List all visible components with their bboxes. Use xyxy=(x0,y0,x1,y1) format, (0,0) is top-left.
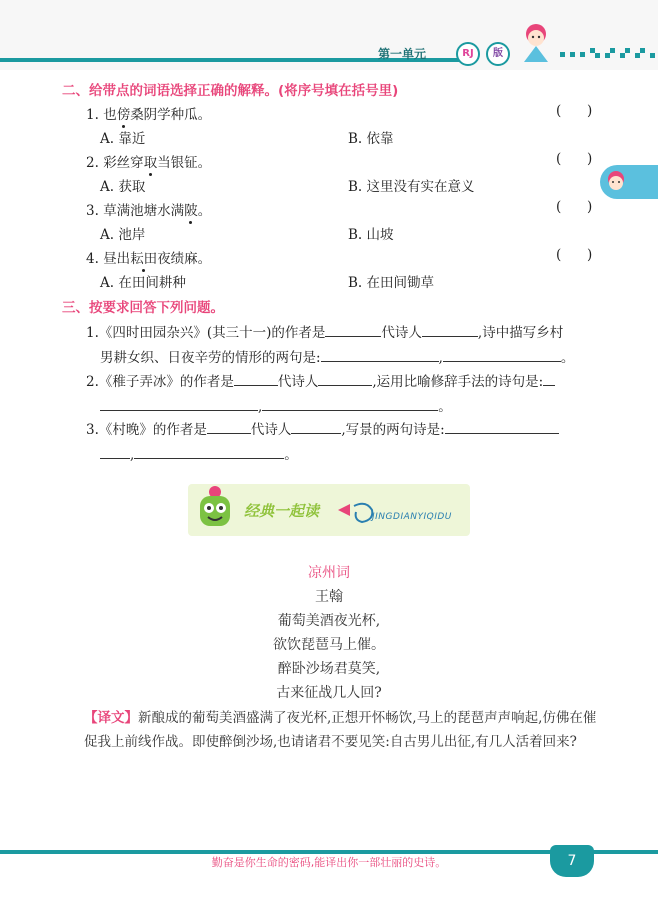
question-text: 。 xyxy=(197,203,212,219)
question-text: 昼出 xyxy=(103,251,131,267)
answer-blank[interactable] xyxy=(443,348,561,362)
poem-author: 王翰 xyxy=(315,589,343,605)
answer-blank[interactable] xyxy=(543,372,555,386)
dotted-word: 陂 xyxy=(184,203,198,219)
checker-pattern-icon xyxy=(560,48,655,62)
question-text: ,运用比喻修辞手法的诗句是: xyxy=(372,374,544,390)
question-text: ,写景的两句诗是: xyxy=(341,422,445,438)
question-3-2-line-1 xyxy=(86,370,555,390)
option-a: A. 池岸 xyxy=(100,227,146,243)
answer-blank[interactable] xyxy=(325,323,381,337)
answer-blank[interactable] xyxy=(321,348,439,362)
answer-blank[interactable] xyxy=(100,397,258,411)
dotted-word: 取 xyxy=(143,155,158,171)
question-4 xyxy=(86,247,211,267)
question-text: 桑阴学种瓜。 xyxy=(130,107,212,123)
translation-text: 新酿成的葡萄美酒盛满了夜光杯,正想开怀畅饮,马上的琵琶声声响起,仿佛在催促我上前线作战。即使醉倒沙场,也请诸君不要见笑:自古男儿出征,有几人活着回来? xyxy=(84,710,597,750)
question-text: 彩丝穿 xyxy=(103,155,144,171)
edition-badge: RJ xyxy=(456,42,480,66)
poem-line: 古来征战几人回? xyxy=(276,685,382,701)
section-three-heading: 三、按要求回答下列问题。 xyxy=(62,300,224,316)
answer-blank[interactable] xyxy=(134,445,284,459)
answer-blank[interactable] xyxy=(100,445,130,459)
translation xyxy=(84,706,604,754)
question-number: 4. xyxy=(86,251,99,267)
answer-parentheses[interactable]: ( ) xyxy=(556,103,593,119)
question-text: , xyxy=(258,399,263,415)
answer-parentheses[interactable]: ( ) xyxy=(556,151,593,167)
dotted-word: 傍 xyxy=(116,107,131,123)
poem-line: 葡萄美酒夜光杯, xyxy=(277,613,381,629)
question-text: 也 xyxy=(103,107,117,123)
question-text: 代诗人 xyxy=(381,325,422,341)
question-2 xyxy=(86,151,211,171)
question-text: 2.《稚子弄冰》的作者是 xyxy=(86,374,234,390)
answer-blank[interactable] xyxy=(445,420,559,434)
question-text: 代诗人 xyxy=(277,374,319,390)
question-3-1-line-2 xyxy=(100,346,574,366)
option-b: B. 依靠 xyxy=(348,131,394,147)
option-a: A. 获取 xyxy=(100,179,146,195)
question-3-2-line-2 xyxy=(100,395,452,415)
footer-motto: 勤奋是你生命的密码,能译出你一部壮丽的史诗。 xyxy=(211,856,447,869)
answer-blank[interactable] xyxy=(207,420,251,434)
page-number: 7 xyxy=(550,845,594,877)
question-text: , xyxy=(438,350,443,366)
answer-blank[interactable] xyxy=(234,372,278,386)
question-text: 草满池塘水满 xyxy=(103,203,185,219)
answer-parentheses[interactable]: ( ) xyxy=(556,199,593,215)
question-text: 3.《村晚》的作者是 xyxy=(86,422,207,438)
green-monster-icon xyxy=(192,482,238,532)
question-text: 男耕女织、日夜辛劳的情形的两句是: xyxy=(100,350,321,366)
option-a: A. 在田间耕种 xyxy=(100,275,186,291)
option-b: B. 这里没有实在意义 xyxy=(348,179,475,195)
question-text: 夜绩麻。 xyxy=(157,251,212,267)
question-text: , xyxy=(130,447,135,463)
question-1 xyxy=(86,103,211,123)
banner-subtitle: JINGDIANYIQIDU xyxy=(372,512,452,522)
side-tab xyxy=(600,165,658,199)
poem-line: 醉卧沙场君莫笑, xyxy=(277,661,381,677)
question-3-3-line-2 xyxy=(100,443,298,463)
answer-parentheses[interactable]: ( ) xyxy=(556,247,593,263)
answer-blank[interactable] xyxy=(291,420,341,434)
question-text: 。 xyxy=(560,350,575,366)
girl-face-icon xyxy=(600,165,630,199)
question-text: 1.《四时田园杂兴》(其三十一)的作者是 xyxy=(86,325,326,341)
question-text: 。 xyxy=(438,399,452,415)
question-number: 2. xyxy=(86,155,99,171)
dotted-word: 耘田 xyxy=(130,251,158,267)
question-number: 3. xyxy=(86,203,99,219)
translation-tag: 【译文】 xyxy=(84,710,138,726)
section-two-heading: 二、给带点的词语选择正确的解释。(将序号填在括号里) xyxy=(62,83,399,99)
question-3-3-line-1 xyxy=(86,418,559,438)
question-text: 当银钲。 xyxy=(157,155,212,171)
question-3 xyxy=(86,199,211,219)
answer-blank[interactable] xyxy=(318,372,372,386)
poem-title: 凉州词 xyxy=(308,565,350,581)
hand-pointer-icon xyxy=(336,498,376,526)
option-b: B. 在田间锄草 xyxy=(348,275,435,291)
cartoon-girl-icon xyxy=(510,18,562,70)
poem-line: 欲饮琵琶马上催。 xyxy=(273,637,385,653)
question-number: 1. xyxy=(86,107,99,123)
question-text: 。 xyxy=(284,447,298,463)
option-b: B. 山坡 xyxy=(348,227,394,243)
banner-title: 经典一起读 xyxy=(244,502,320,520)
question-text: 代诗人 xyxy=(250,422,292,438)
question-3-1-line-1 xyxy=(86,321,563,341)
version-badge: 版 xyxy=(486,42,510,66)
question-text: ,诗中描写乡村 xyxy=(477,325,564,341)
unit-title: 第一单元 xyxy=(378,47,427,61)
option-a: A. 靠近 xyxy=(100,131,146,147)
answer-blank[interactable] xyxy=(422,323,478,337)
answer-blank[interactable] xyxy=(262,397,438,411)
